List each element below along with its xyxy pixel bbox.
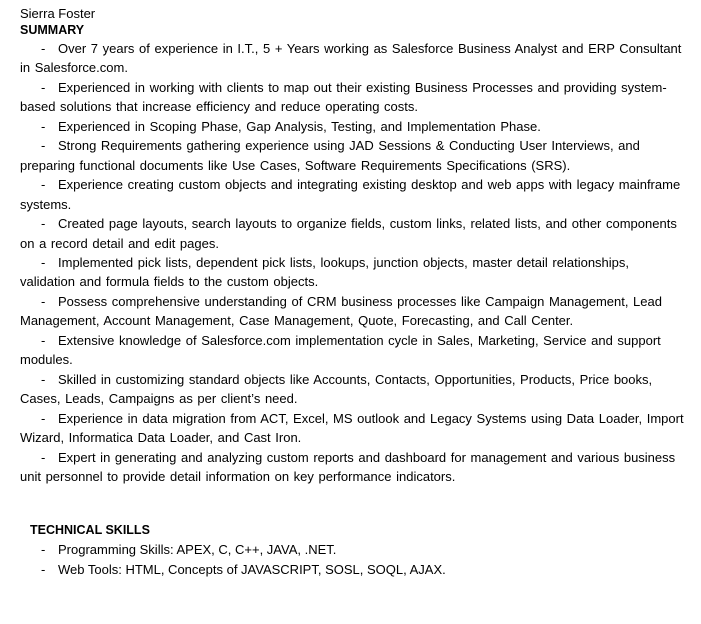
technical-skills-heading: TECHNICAL SKILLS [30,523,150,538]
bullet-dash: - [41,293,46,309]
summary-item [20,78,688,117]
bullet-dash: - [41,118,46,134]
summary-item [20,370,688,409]
summary-text: Experience creating custom objects and integrating existing desktop and web apps with legacy mainframe systems. [20,177,681,212]
summary-item [20,253,688,292]
summary-text: Experienced in working with clients to map out their existing Business Processes and providing system-based solutions that increase efficiency and reduce operating costs. [20,79,667,115]
bullet-dash: - [41,371,46,387]
candidate-name: Sierra Foster [20,6,96,21]
bullet-dash: - [41,177,46,193]
bullet-dash: - [41,41,46,56]
summary-item [20,409,688,448]
technical-skill-item [20,560,688,580]
summary-text: Created page layouts, search layouts to organize fields, custom links, related lists, and other components on a record detail and edit pages. [20,216,677,251]
summary-item [20,136,688,175]
bullet-dash: - [41,138,46,154]
technical-skill-text: Programming Skills: APEX, C, C++, JAVA, .NET. [58,542,337,558]
technical-skill-item [20,540,688,560]
bullet-dash: - [41,216,46,232]
summary-text: Experience in data migration from ACT, Excel, MS outlook and Legacy Systems using Data Loader, Import Wizard, Informatica Data Loader, and Cast Iron. [20,410,684,446]
summary-item [20,448,688,487]
summary-text: Experienced in Scoping Phase, Gap Analysis, Testing, and Implementation Phase. [58,118,541,134]
summary-text: Extensive knowledge of Salesforce.com implementation cycle in Sales, Marketing, Service and support modules. [20,332,661,368]
summary-item [20,39,688,78]
technical-skills-list [20,540,688,579]
bullet-dash: - [41,254,46,270]
bullet-dash: - [41,561,46,577]
summary-text: Over 7 years of experience in I.T., 5 + Years working as Salesforce Business Analyst and ERP Consultant in Salesforce.com. [20,41,682,76]
bullet-dash: - [41,542,46,558]
summary-text: Expert in generating and analyzing custom reports and dashboard for management and various business unit personnel to provide detail information on key performance indicators. [20,449,676,484]
summary-text: Strong Requirements gathering experience using JAD Sessions & Conducting User Interviews, and preparing functional documents like Use Cases, Software Requirements Specifications (SRS). [20,138,640,173]
summary-item [20,117,688,136]
summary-item [20,214,688,253]
summary-heading: SUMMARY [20,23,85,37]
bullet-dash: - [41,332,46,348]
summary-text: Implemented pick lists, dependent pick lists, lookups, junction objects, master detail relationships, validation and formula fields to the custom objects. [20,254,630,290]
bullet-dash: - [41,410,46,426]
summary-list [20,39,688,486]
section-spacer [20,486,688,520]
summary-text: Skilled in customizing standard objects like Accounts, Contacts, Opportunities, Products, Price books, Cases, Leads, Campaigns as per client’s need. [20,371,653,407]
summary-item [20,175,688,214]
bullet-dash: - [41,449,46,465]
bullet-dash: - [41,79,46,95]
technical-skill-text: Web Tools: HTML, Concepts of JAVASCRIPT, SOSL, SOQL, AJAX. [58,561,446,577]
summary-item [20,292,688,331]
resume-document [20,4,688,579]
summary-text: Possess comprehensive understanding of CRM business processes like Campaign Management, Lead Management, Account Management, Case Management, Quote, Forecasting, and Call Center. [20,293,662,329]
summary-item [20,331,688,370]
